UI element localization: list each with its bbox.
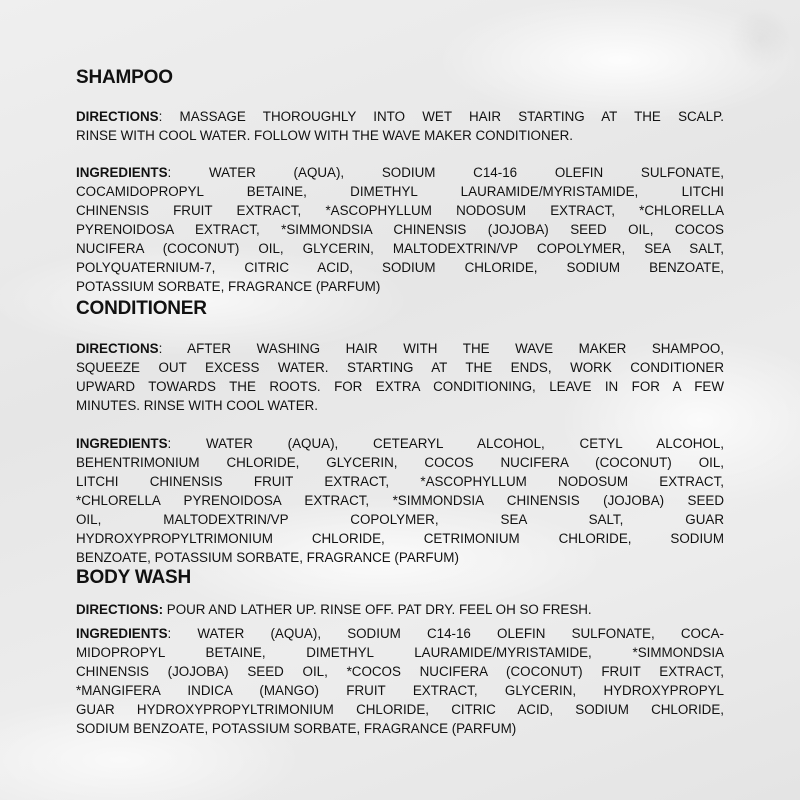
ingredients-text: HYDROXYPROPYLTRIMONIUM CHLORIDE, CETRIMONIUM CHLORIDE, SODIUM	[76, 531, 724, 546]
section-conditioner	[76, 298, 724, 567]
ingredients-line	[76, 510, 724, 529]
directions-line	[76, 600, 724, 619]
directions-label: DIRECTIONS	[76, 109, 159, 124]
ingredients-line	[76, 201, 724, 220]
directions-line	[76, 396, 724, 415]
ingredients-text: COCAMIDOPROPYL BETAINE, DIMETHYL LAURAMIDE/MYRISTAMIDE, LITCHI	[76, 184, 724, 199]
ingredients-text: *CHLORELLA PYRENOIDOSA EXTRACT, *SIMMONDSIA CHINENSIS (JOJOBA) SEED	[76, 493, 724, 508]
ingredients-line	[76, 548, 724, 567]
ingredients-line	[76, 491, 724, 510]
ingredients-text: BEHENTRIMONIUM CHLORIDE, GLYCERIN, COCOS NUCIFERA (COCONUT) OIL,	[76, 455, 724, 470]
ingredients-text: : WATER (AQUA), CETEARYL ALCOHOL, CETYL ALCOHOL,	[167, 436, 724, 451]
section-title: BODY WASH	[76, 567, 192, 588]
ingredients-label: INGREDIENTS	[76, 436, 168, 451]
ingredients-paragraph	[76, 163, 724, 296]
ingredients-line	[76, 258, 724, 277]
directions-text: SQUEEZE OUT EXCESS WATER. STARTING AT THE ENDS, WORK CONDITIONER	[76, 360, 724, 375]
directions-line	[76, 358, 724, 377]
ingredients-text: BENZOATE, POTASSIUM SORBATE, FRAGRANCE (PARFUM)	[76, 550, 459, 565]
ingredients-line	[76, 239, 724, 258]
ingredients-text: CHINENSIS FRUIT EXTRACT, *ASCOPHYLLUM NODOSUM EXTRACT, *CHLORELLA	[76, 203, 724, 218]
ingredients-text: CHINENSIS (JOJOBA) SEED OIL, *COCOS NUCIFERA (COCONUT) FRUIT EXTRACT,	[76, 664, 724, 679]
directions-paragraph	[76, 107, 724, 145]
ingredients-line	[76, 643, 724, 662]
ingredients-text: *MANGIFERA INDICA (MANGO) FRUIT EXTRACT, GLYCERIN, HYDROXYPROPYL	[76, 683, 724, 698]
ingredients-line	[76, 529, 724, 548]
ingredients-text: LITCHI CHINENSIS FRUIT EXTRACT, *ASCOPHYLLUM NODOSUM EXTRACT,	[76, 474, 724, 489]
ingredients-line	[76, 681, 724, 700]
directions-line	[76, 126, 724, 145]
directions-line	[76, 107, 724, 126]
ingredients-text: MIDOPROPYL BETAINE, DIMETHYL LAURAMIDE/MYRISTAMIDE, *SIMMONDSIA	[76, 645, 724, 660]
ingredients-paragraph	[76, 624, 724, 738]
directions-line	[76, 377, 724, 396]
section-body-wash	[76, 567, 724, 738]
directions-label: DIRECTIONS	[76, 341, 159, 356]
ingredients-line	[76, 472, 724, 491]
ingredients-label: INGREDIENTS	[76, 626, 168, 641]
ingredients-line	[76, 700, 724, 719]
ingredients-text: SODIUM BENZOATE, POTASSIUM SORBATE, FRAGRANCE (PARFUM)	[76, 721, 517, 736]
section-title: CONDITIONER	[76, 298, 207, 319]
ingredients-text: PYRENOIDOSA EXTRACT, *SIMMONDSIA CHINENSIS (JOJOBA) SEED OIL, COCOS	[76, 222, 724, 237]
ingredients-line	[76, 719, 724, 738]
directions-text: : AFTER WASHING HAIR WITH THE WAVE MAKER SHAMPOO,	[158, 341, 724, 356]
ingredients-text: GUAR HYDROXYPROPYLTRIMONIUM CHLORIDE, CITRIC ACID, SODIUM CHLORIDE,	[76, 702, 724, 717]
ingredients-line	[76, 182, 724, 201]
section-title: SHAMPOO	[76, 67, 173, 88]
directions-text: UPWARD TOWARDS THE ROOTS. FOR EXTRA CONDITIONING, LEAVE IN FOR A FEW	[76, 379, 724, 394]
ingredients-line	[76, 453, 724, 472]
directions-line	[76, 339, 724, 358]
ingredients-text: POTASSIUM SORBATE, FRAGRANCE (PARFUM)	[76, 279, 381, 294]
ingredients-line	[76, 163, 724, 182]
ingredients-line	[76, 624, 724, 643]
ingredients-text: OIL, MALTODEXTRIN/VP COPOLYMER, SEA SALT, GUAR	[76, 512, 724, 527]
ingredients-line	[76, 434, 724, 453]
ingredients-text: : WATER (AQUA), SODIUM C14-16 OLEFIN SULFONATE, COCA-	[167, 626, 724, 641]
ingredients-text: NUCIFERA (COCONUT) OIL, GLYCERIN, MALTODEXTRIN/VP COPOLYMER, SEA SALT,	[76, 241, 724, 256]
ingredients-label: INGREDIENTS	[76, 165, 168, 180]
directions-text: POUR AND LATHER UP. RINSE OFF. PAT DRY. FEEL OH SO FRESH.	[163, 602, 592, 617]
directions-text: MINUTES. RINSE WITH COOL WATER.	[76, 398, 319, 413]
directions-text: : MASSAGE THOROUGHLY INTO WET HAIR STARTING AT THE SCALP.	[158, 109, 724, 124]
directions-label: DIRECTIONS:	[76, 602, 164, 617]
directions-paragraph	[76, 600, 724, 619]
ingredients-text: POLYQUATERNIUM-7, CITRIC ACID, SODIUM CHLORIDE, SODIUM BENZOATE,	[76, 260, 724, 275]
directions-text: RINSE WITH COOL WATER. FOLLOW WITH THE WAVE MAKER CONDITIONER.	[76, 128, 573, 143]
directions-paragraph	[76, 339, 724, 415]
ingredients-line	[76, 662, 724, 681]
ingredients-line	[76, 220, 724, 239]
ingredients-text: : WATER (AQUA), SODIUM C14-16 OLEFIN SULFONATE,	[167, 165, 724, 180]
section-shampoo	[76, 67, 724, 296]
ingredients-paragraph	[76, 434, 724, 567]
ingredients-line	[76, 277, 724, 296]
